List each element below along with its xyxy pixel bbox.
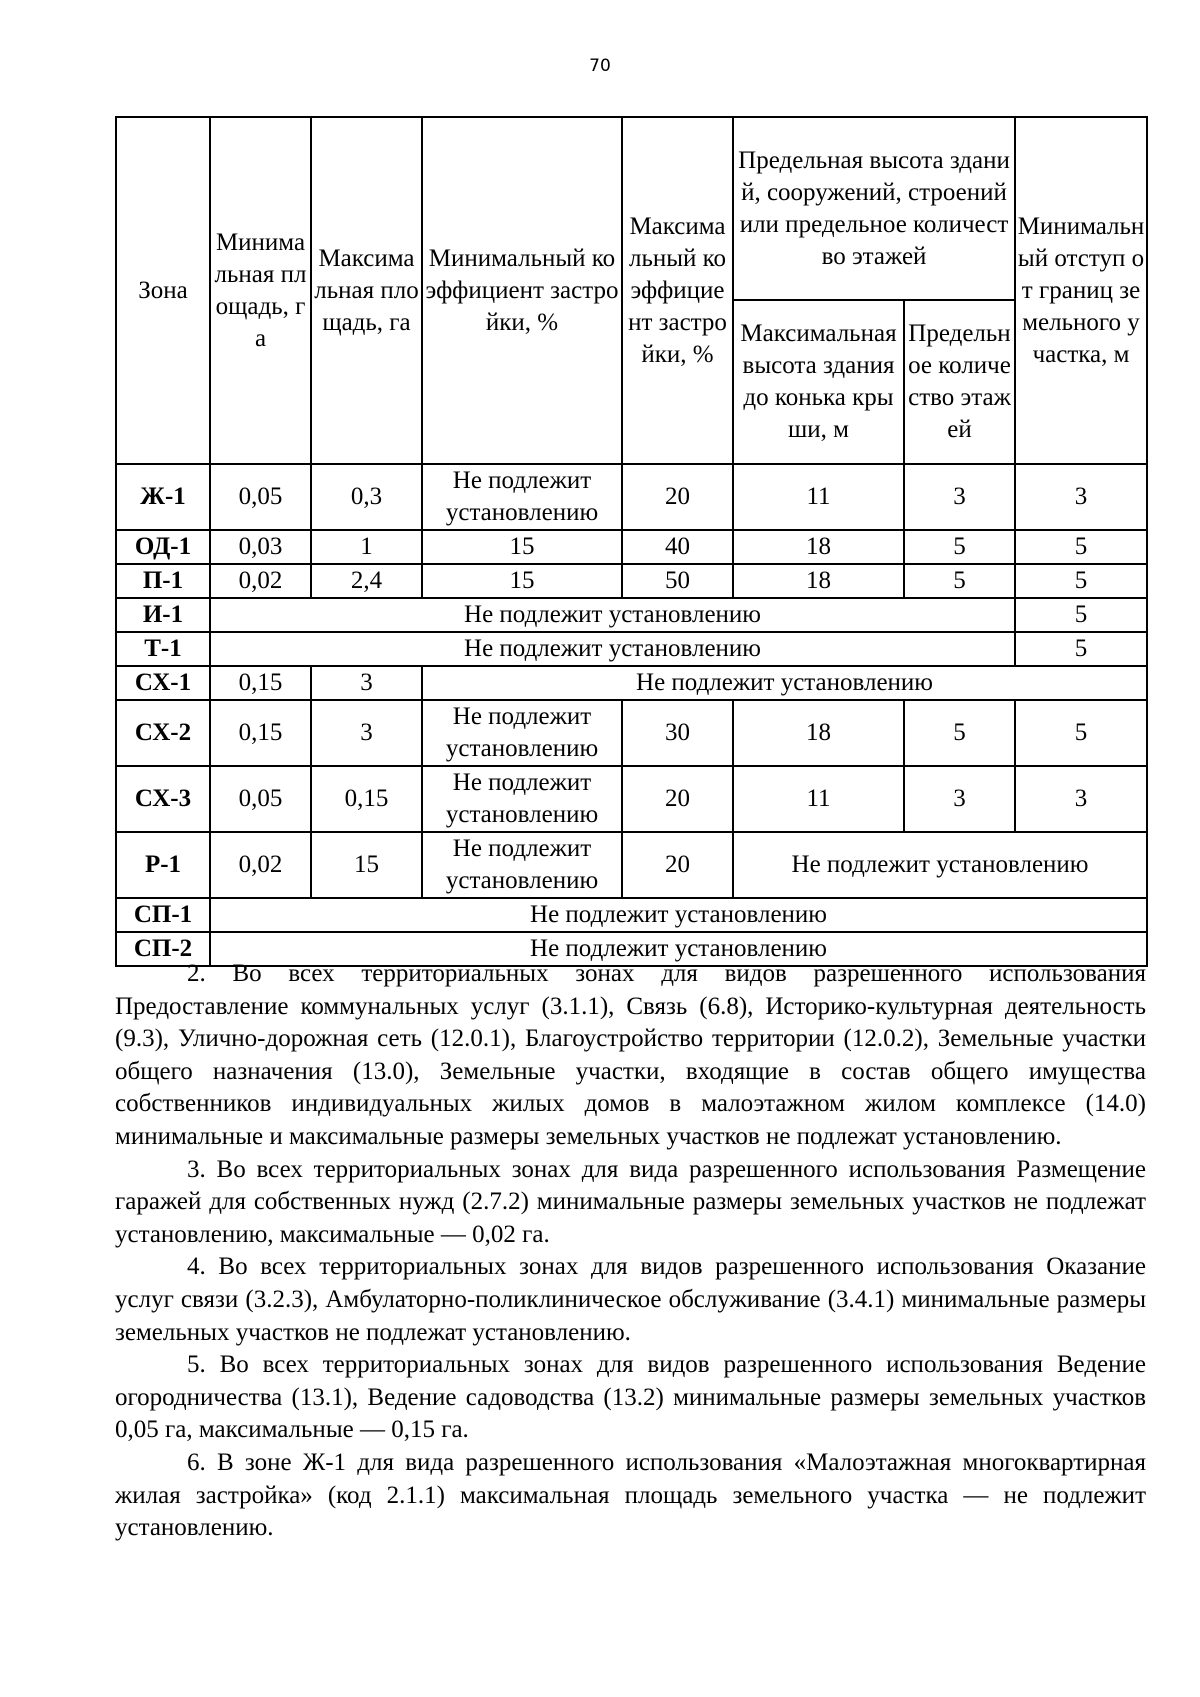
min-area-cell: 0,02 xyxy=(210,564,311,598)
header-min-offset: Минимальный отступ от границ земельного участка, м xyxy=(1015,117,1147,464)
zone-cell: СП-1 xyxy=(116,898,210,932)
zone-cell: И-1 xyxy=(116,598,210,632)
offset-cell: 5 xyxy=(1015,700,1147,766)
max-area-cell: 3 xyxy=(311,666,422,700)
max-coef-cell: 20 xyxy=(622,464,733,530)
max-coef-cell: 20 xyxy=(622,832,733,898)
max-coef-cell: 20 xyxy=(622,766,733,832)
min-coef-cell: Не подлежит установлению xyxy=(422,464,622,530)
zone-cell: СХ-3 xyxy=(116,766,210,832)
paragraph-6: 6. В зоне Ж-1 для вида разрешенного использования «Малоэтажная многоквартирная жилая застройка» (код 2.1.1) максимальная площадь земельного участка — не подлежит установлению. xyxy=(115,1448,1146,1542)
max-height-cell: 18 xyxy=(733,530,904,564)
max-coef-cell: 50 xyxy=(622,564,733,598)
table-row xyxy=(116,700,1147,766)
max-height-cell: 18 xyxy=(733,564,904,598)
min-area-cell: 0,15 xyxy=(210,666,311,700)
merged-cell: Не подлежит установлению xyxy=(210,932,1147,966)
paragraph-4: 4. Во всех территориальных зонах для видов разрешенного использования Оказание услуг связи (3.2.3), Амбулаторно-поликлиническое обслуживание (3.4.1) минимальные размеры земельных участков не подлежат установлению. xyxy=(115,1253,1146,1346)
table-row xyxy=(116,564,1147,598)
zone-cell: П-1 xyxy=(116,564,210,598)
min-area-cell: 0,15 xyxy=(210,700,311,766)
header-min-coef: Минимальный коэффициент застройки, % xyxy=(422,117,622,464)
paragraph-2: 2. Во всех территориальных зонах для видов разрешенного использования Предоставление коммунальных услуг (3.1.1), Связь (6.8), Историко-культурная деятельность (9.3), Улично-дорожная сеть (12.0.1), Благоустройство территории (12.0.2), Земельные участки общего назначения (13.0), Земельные участки, входящие в состав общего имущества собственников индивидуальных жилых домов в малоэтажном жилом комплексе (14.0) минимальные и максимальные размеры земельных участков не подлежат установлению. xyxy=(115,960,1146,1150)
max-area-cell: 0,3 xyxy=(311,464,422,530)
merged-cell: Не подлежит установлению xyxy=(422,666,1147,700)
header-zone: Зона xyxy=(116,117,210,464)
zone-cell: Р-1 xyxy=(116,832,210,898)
table-row xyxy=(116,598,1147,632)
min-area-cell: 0,03 xyxy=(210,530,311,564)
max-height-cell: 11 xyxy=(733,766,904,832)
zone-cell: Ж-1 xyxy=(116,464,210,530)
offset-cell: 5 xyxy=(1015,564,1147,598)
offset-cell: 5 xyxy=(1015,530,1147,564)
max-area-cell: 0,15 xyxy=(311,766,422,832)
table-row xyxy=(116,666,1147,700)
max-height-cell: 11 xyxy=(733,464,904,530)
page-number: 70 xyxy=(589,56,611,76)
max-area-cell: 15 xyxy=(311,832,422,898)
min-coef-cell: Не подлежит установлению xyxy=(422,700,622,766)
offset-cell: 3 xyxy=(1015,766,1147,832)
header-floors: Предельное количество этажей xyxy=(904,300,1015,464)
zone-cell: СХ-1 xyxy=(116,666,210,700)
min-coef-cell: Не подлежит установлению xyxy=(422,832,622,898)
table-row xyxy=(116,464,1147,530)
offset-cell: 3 xyxy=(1015,464,1147,530)
paragraph-3: 3. Во всех территориальных зонах для вида разрешенного использования Размещение гаражей для собственных нужд (2.7.2) минимальные размеры земельных участков не подлежат установлению, максимальные — 0,02 га. xyxy=(115,1155,1146,1248)
table-row xyxy=(116,898,1147,932)
header-max-height: Максимальная высота здания до конька крыши, м xyxy=(733,300,904,464)
min-coef-cell: 15 xyxy=(422,564,622,598)
header-height-group: Предельная высота зданий, сооружений, строений или предельное количество этажей xyxy=(733,117,1015,300)
offset-cell: 5 xyxy=(1015,598,1147,632)
zone-cell: ОД-1 xyxy=(116,530,210,564)
zone-cell: СХ-2 xyxy=(116,700,210,766)
table-row xyxy=(116,832,1147,898)
merged-cell: Не подлежит установлению xyxy=(210,898,1147,932)
merged-cell: Не подлежит установлению xyxy=(210,632,1015,666)
body-text xyxy=(115,958,1146,1545)
max-coef-cell: 40 xyxy=(622,530,733,564)
floors-cell: 5 xyxy=(904,700,1015,766)
table-row xyxy=(116,530,1147,564)
merged-cell: Не подлежит установлению xyxy=(733,832,1147,898)
max-area-cell: 3 xyxy=(311,700,422,766)
offset-cell: 5 xyxy=(1015,632,1147,666)
min-coef-cell: Не подлежит установлению xyxy=(422,766,622,832)
min-area-cell: 0,05 xyxy=(210,464,311,530)
max-area-cell: 2,4 xyxy=(311,564,422,598)
table-row xyxy=(116,766,1147,832)
min-area-cell: 0,05 xyxy=(210,766,311,832)
table-row xyxy=(116,632,1147,666)
header-max-coef: Максимальный коэффициент застройки, % xyxy=(622,117,733,464)
zone-cell: Т-1 xyxy=(116,632,210,666)
min-area-cell: 0,02 xyxy=(210,832,311,898)
floors-cell: 3 xyxy=(904,464,1015,530)
floors-cell: 3 xyxy=(904,766,1015,832)
max-coef-cell: 30 xyxy=(622,700,733,766)
header-min-area: Минимальная площадь, га xyxy=(210,117,311,464)
max-height-cell: 18 xyxy=(733,700,904,766)
zone-parameters-table xyxy=(115,116,1148,967)
header-max-area: Максимальная площадь, га xyxy=(311,117,422,464)
min-coef-cell: 15 xyxy=(422,530,622,564)
paragraph-5: 5. Во всех территориальных зонах для видов разрешенного использования Ведение огородничества (13.1), Ведение садоводства (13.2) минимальные размеры земельных участков 0,05 га, максимальные — 0,15 га. xyxy=(115,1351,1146,1444)
merged-cell: Не подлежит установлению xyxy=(210,598,1015,632)
floors-cell: 5 xyxy=(904,564,1015,598)
floors-cell: 5 xyxy=(904,530,1015,564)
max-area-cell: 1 xyxy=(311,530,422,564)
zone-cell: СП-2 xyxy=(116,932,210,966)
